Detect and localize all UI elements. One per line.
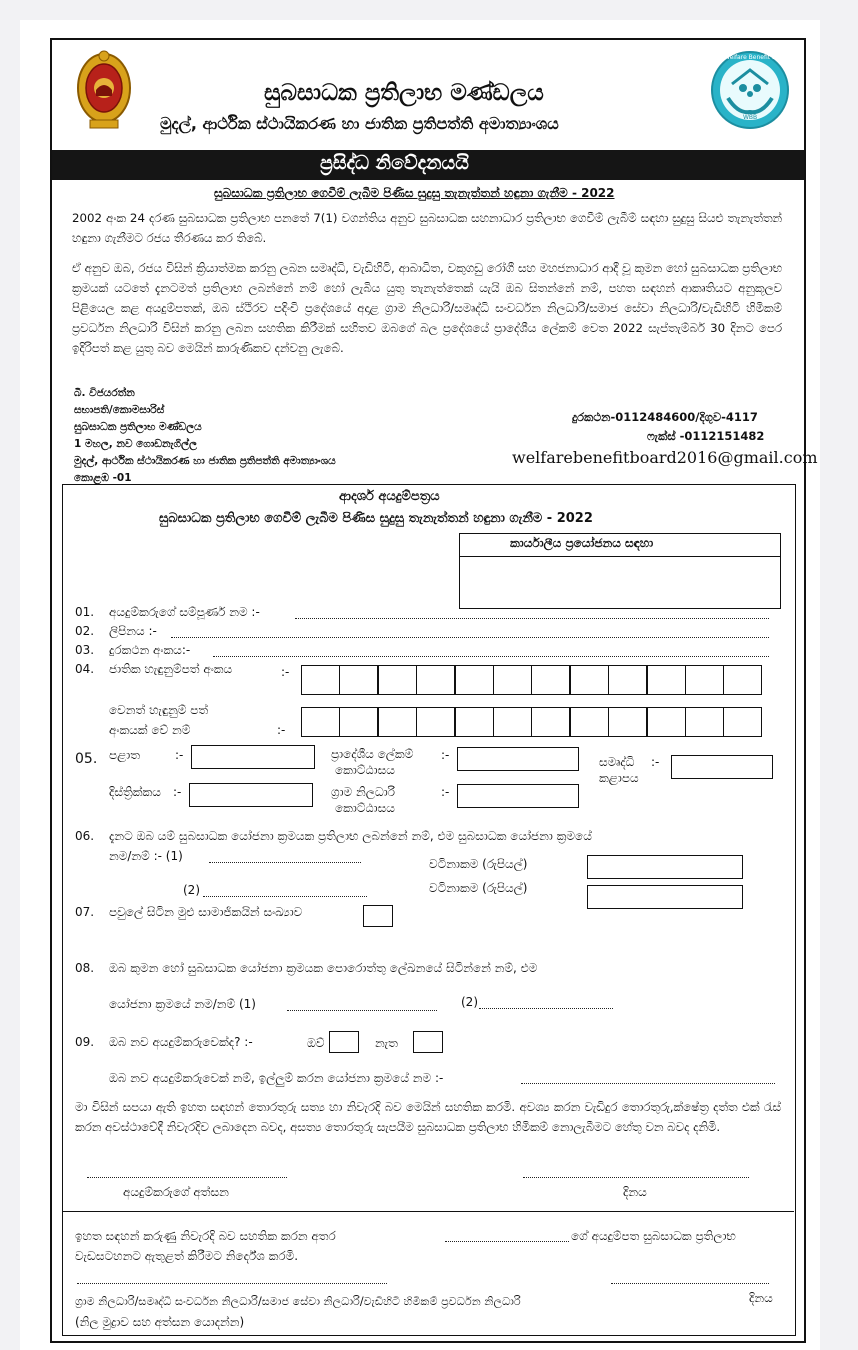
id-digit-box[interactable] (493, 665, 532, 695)
application-form (62, 484, 796, 1336)
id-digit-box[interactable] (685, 707, 724, 737)
q06-scheme1-field[interactable] (209, 862, 361, 863)
q06-name-label: නම/නම් :- (1) (109, 849, 183, 863)
samurdhi-colon: :- (651, 755, 660, 769)
q09-number: 09. (75, 1035, 95, 1049)
id-digit-box[interactable] (378, 665, 417, 695)
document-page (20, 20, 820, 1350)
q09-no-label: නැත (375, 1036, 398, 1050)
gn-label-line2: කොට්ඨාසය (335, 801, 395, 815)
public-notice-banner (52, 150, 804, 180)
form-title: ආදර්ශ අයදුම්පත්‍රය (339, 489, 440, 504)
id-digit-box[interactable] (723, 707, 762, 737)
banner-text: ප්‍රසිද්ධ නිවේදනයයි (320, 152, 469, 174)
q04b-label-line1: වෙනත් හැඳුනුම් පත් (109, 703, 209, 717)
q07-label: පවුලේ සිටින මුළු සාමාජිකයින් සංඛ්‍යාව (109, 905, 303, 919)
office-use-divider (460, 556, 780, 557)
form-subtitle: සුබසාධක ප්‍රතිලාභ ගෙවීම් ලැබීම පිණිස සුදුසු තැනැත්තන් හඳුනා ගැනීම - 2022 (159, 511, 593, 526)
gn-colon: :- (441, 785, 450, 799)
sender-post: සභාපති/කොමසාරිස් (74, 404, 165, 416)
village-colon: :- (175, 748, 184, 762)
q09-yes-checkbox[interactable] (329, 1031, 359, 1053)
q03-number: 03. (75, 643, 95, 657)
q04-label: ජාතික හැඳුනුම්පත් අංකය (109, 662, 233, 676)
id-digit-box[interactable] (416, 707, 455, 737)
sri-lanka-emblem-icon (74, 48, 134, 132)
id-digit-box[interactable] (531, 707, 570, 737)
q02-label: ලිපිනය :- (109, 624, 157, 638)
certification-text-2: ගේ අයදුම්පත සුබසාධක ප්‍රතිලාභ (571, 1229, 736, 1243)
q06-value2-label: වටිනාකම (රුපියල්) (429, 881, 528, 895)
id-digit-box[interactable] (416, 665, 455, 695)
id-digit-box[interactable] (455, 665, 494, 695)
id-digit-box[interactable] (647, 707, 686, 737)
q06-label: දැනට ඔබ යම් සුබසාධක යෝජනා ක්‍රමයක ප්‍රතිලාභ ලබන්නේ නම්, එම සුබසාධක යෝජනා ක්‍රමයේ (109, 829, 592, 843)
ministry-name: මුදල්, ආර්ථික ස්ථායිකරණ හා ජාතික ප්‍රතිපත්ති අමාත්‍යාංශය (160, 114, 559, 133)
q01-label: අයදුම්කරුගේ සම්පූර්ණ නම :- (109, 605, 260, 619)
phone-field[interactable] (213, 656, 769, 657)
q08-scheme2-field[interactable] (479, 1008, 613, 1009)
q08-scheme1-field[interactable] (287, 1010, 437, 1011)
q07-number: 07. (75, 905, 95, 919)
id-digit-box[interactable] (647, 665, 686, 695)
applicant-date-label: දිනය (623, 1185, 647, 1199)
q04b-colon: :- (277, 723, 286, 737)
district-label: දිස්ත්‍රික්කය (109, 785, 161, 799)
notice-paragraph-1: 2002 අංක 24 දරණ සුබසාධක ප්‍රතිලාභ පනතේ 7(1) වගන්තිය අනුව සුබසාධක සහනාධාර ප්‍රතිලාභ ගෙවීම් ලැබීම් සඳහා සුදුසු සියළු තැනැත්තන් හඳුනා ගැනීමට රජය තීරණය කර තිබේ. (72, 211, 782, 245)
certified-applicant-field[interactable] (445, 1241, 569, 1242)
sender-name: බී. විජයරත්න (74, 387, 135, 399)
id-digit-box[interactable] (339, 665, 378, 695)
id-digit-box[interactable] (685, 665, 724, 695)
ds-division-field[interactable] (457, 747, 579, 771)
q08-name-label: යෝජනා ක්‍රමයේ නම/නම් (1) (109, 997, 256, 1011)
q06-value1-field[interactable] (587, 855, 743, 879)
ds-label-line2: කොට්ඨාසය (335, 763, 395, 777)
q08-two-label: (2) (461, 995, 478, 1009)
family-members-field[interactable] (363, 905, 393, 927)
q09-label: ඔබ නව අයදුම්කරුවෙක්ද? :- (109, 1035, 253, 1049)
q08-number: 08. (75, 961, 95, 975)
applicant-signature-label: අයදුම්කරුගේ අත්සන (123, 1185, 229, 1199)
id-digit-box[interactable] (455, 707, 494, 737)
q09-yes-label: ඔව් (307, 1036, 325, 1050)
applicant-signature-field[interactable] (87, 1177, 287, 1178)
q03-label: දුරකථන අංකය:- (109, 643, 191, 657)
id-digit-box[interactable] (378, 707, 417, 737)
district-colon: :- (173, 785, 182, 799)
office-use-label: කාර්යාලීය ප්‍රයෝජනය සඳහා (510, 536, 654, 550)
samurdhi-label-line1: සමෘද්ධි (599, 755, 635, 769)
officer-date-label: දිනය (749, 1291, 773, 1305)
logo-top-text: Welfare Benefit Board (724, 54, 790, 61)
id-digit-box[interactable] (301, 665, 340, 695)
district-field[interactable] (189, 783, 313, 807)
q08-label: ඔබ කුමන හෝ සුබසාධක යෝජනා ක්‍රමයක පොරොත්තු ලේඛනයේ සිටින්නේ නම්, එම (109, 961, 538, 975)
id-digit-box[interactable] (531, 665, 570, 695)
samurdhi-zone-field[interactable] (671, 755, 773, 779)
address-field[interactable] (171, 637, 769, 638)
q06-two-label: (2) (183, 883, 200, 897)
sender-floor: 1 මහල, නව ගොඩනැගිල්ල (74, 438, 198, 450)
office-use-box (459, 533, 781, 609)
q09-no-checkbox[interactable] (413, 1031, 443, 1053)
notice-subject: සුබසාධක ප්‍රතිලාභ ගෙවීම් ලැබීම පිණිස සුදුසු තැනැත්තන් හඳුනා ගැනීම - 2022 (214, 186, 615, 200)
id-digit-box[interactable] (608, 665, 647, 695)
welfare-board-logo (710, 50, 790, 130)
sender-city: කොළඹ -01 (74, 472, 132, 484)
id-digit-box[interactable] (570, 707, 609, 737)
q01-number: 01. (75, 605, 95, 619)
officer-title: ග්‍රාම නිලධාරි/සමෘද්ධි සංවර්ධන නිලධාරි/සමාජ සේවා නිලධාරි/වැඩිහිටි හිමිකම් ප්‍රවර්ධන නිලධාරි (75, 1295, 521, 1308)
officer-date-field[interactable] (611, 1283, 769, 1284)
board-title: සුබසාධක ප්‍රතිලාභ මණ්ඩලය (264, 80, 544, 106)
sender-board: සුබසාධක ප්‍රතිලාභ මණ්ඩලය (74, 421, 202, 433)
officer-note: (නිල මුද්‍රාව සහ අත්සන යොදන්න) (75, 1315, 245, 1329)
ds-label-line1: ප්‍රාදේශීය ලේකම් (331, 747, 414, 761)
id-digit-box[interactable] (301, 707, 340, 737)
id-digit-box[interactable] (608, 707, 647, 737)
gn-label-line1: ග්‍රාම නිලධාරි (331, 785, 395, 799)
q06-value1-label: වටිනාකම (රුපියල්) (429, 857, 528, 871)
certification-text-3: වැඩසටහනට ඇතුළත් කිරීමට නිර්දේශ කරමි. (75, 1249, 299, 1263)
notice-frame (50, 38, 818, 1343)
q09-scheme-label: ඔබ නව අයදුම්කරුවෙක් නම්, ඉල්ලුම් කරන යෝජනා ක්‍රමයේ නම :- (109, 1071, 444, 1085)
id-digit-box[interactable] (723, 665, 762, 695)
contact-email: welfarebenefitboard2016@gmail.com (512, 448, 818, 467)
q04-number: 04. (75, 662, 95, 676)
id-digit-box[interactable] (570, 665, 609, 695)
contact-fax: ෆැක්ස් -0112151482 (647, 429, 765, 443)
id-digit-box[interactable] (339, 707, 378, 737)
q05-number: 05. (75, 751, 98, 767)
logo-bottom-text: WBB (743, 114, 758, 121)
full-name-field[interactable] (295, 618, 769, 619)
q06-number: 06. (75, 829, 95, 843)
certification-text-1: ඉහත සඳහන් කරුණු නිවැරදි බව සහතික කරන අතර (75, 1229, 336, 1243)
village-label: පළාත (109, 748, 140, 762)
ds-colon: :- (441, 748, 450, 762)
q04-colon: :- (281, 665, 290, 679)
declaration-text: මා විසින් සපයා ඇති ඉහත සඳහන් තොරතුරු සත්‍ය හා නිවැරදි බව මෙයින් සහතික කරමි. අවශ්‍ය කරන වැඩිදුර තොරතුරු,ක්ෂේත්‍ර දත්ත එක් රැස් කරන අවස්ථාවේදී නිවැරදිව ලබාදෙන බවද, අසත්‍ය තොරතුරු සැපයීම සුබසාධක ප්‍රතිලාභ හිමිකම් නොලැබීමට හේතු වන බවද දනිමි. (75, 1100, 781, 1134)
q06-value2-field[interactable] (587, 885, 743, 909)
q06-scheme2-field[interactable] (203, 896, 367, 897)
applicant-date-field[interactable] (523, 1177, 749, 1178)
gn-division-field[interactable] (457, 784, 579, 808)
sender-block (74, 385, 336, 487)
id-digit-box[interactable] (493, 707, 532, 737)
certification-divider (63, 1211, 794, 1212)
q02-number: 02. (75, 624, 95, 638)
notice-paragraph-2: ඒ අනුව ඔබ, රජය විසින් ක්‍රියාත්මක කරනු ලබන සමෘද්ධි, වැඩිහිටි, ආබාධිත, වකුගඩු රෝගී සහ මහජනාධාර ආදී වූ කුමන හෝ සුබසාධක ප්‍රතිලාභ ක්‍රමයක් යටතේ දැනටමත් ප්‍රතිලාභ ලබන්නේ නම් හෝ ලැබිය යුතු තැනැත්තෙක් යැයි ඔබ සිතන්නේ නම්, පහත සඳහන් ආකෘතියට අනුකූලව පිළියෙල කළ අයදුම්පතක්, ඔබ ස්ථිරව පදිංචි ප්‍රදේශයේ අදාළ ග්‍රාම නිලධාරි/සමෘද්ධි සංවර්ධන නිලධාරි/සමාජ සේවා නිලධාරි/වැඩිහිටි හිමිකම් ප්‍රවර්ධන නිලධාරි විසින් කරනු ලබන සහතික කිරීමක් සහිතව ඔබගේ බල ප්‍රදේශයේ ප්‍රාදේශීය ලේකම් වෙත 2022 සැප්තැම්බර් 30 දිනට පෙර ඉදිරිපත් කළ යුතු බව මෙයින් කාරුණිකව දන්වනු ලැබේ. (72, 261, 782, 355)
new-scheme-field[interactable] (521, 1083, 775, 1084)
q04b-label-line2: අංකයක් වේ නම් (109, 723, 191, 737)
contact-phone: දුරකථන-0112484600/දිගුව-4117 (572, 410, 758, 424)
sender-ministry: මුදල්, ආර්ථික ස්ථායිකරණ හා ජාතික ප්‍රතිපත්ති අමාත්‍යාංශය (74, 455, 336, 467)
samurdhi-label-line2: කළාපය (599, 771, 639, 785)
village-field[interactable] (191, 745, 315, 769)
officer-signature-field[interactable] (77, 1283, 387, 1284)
